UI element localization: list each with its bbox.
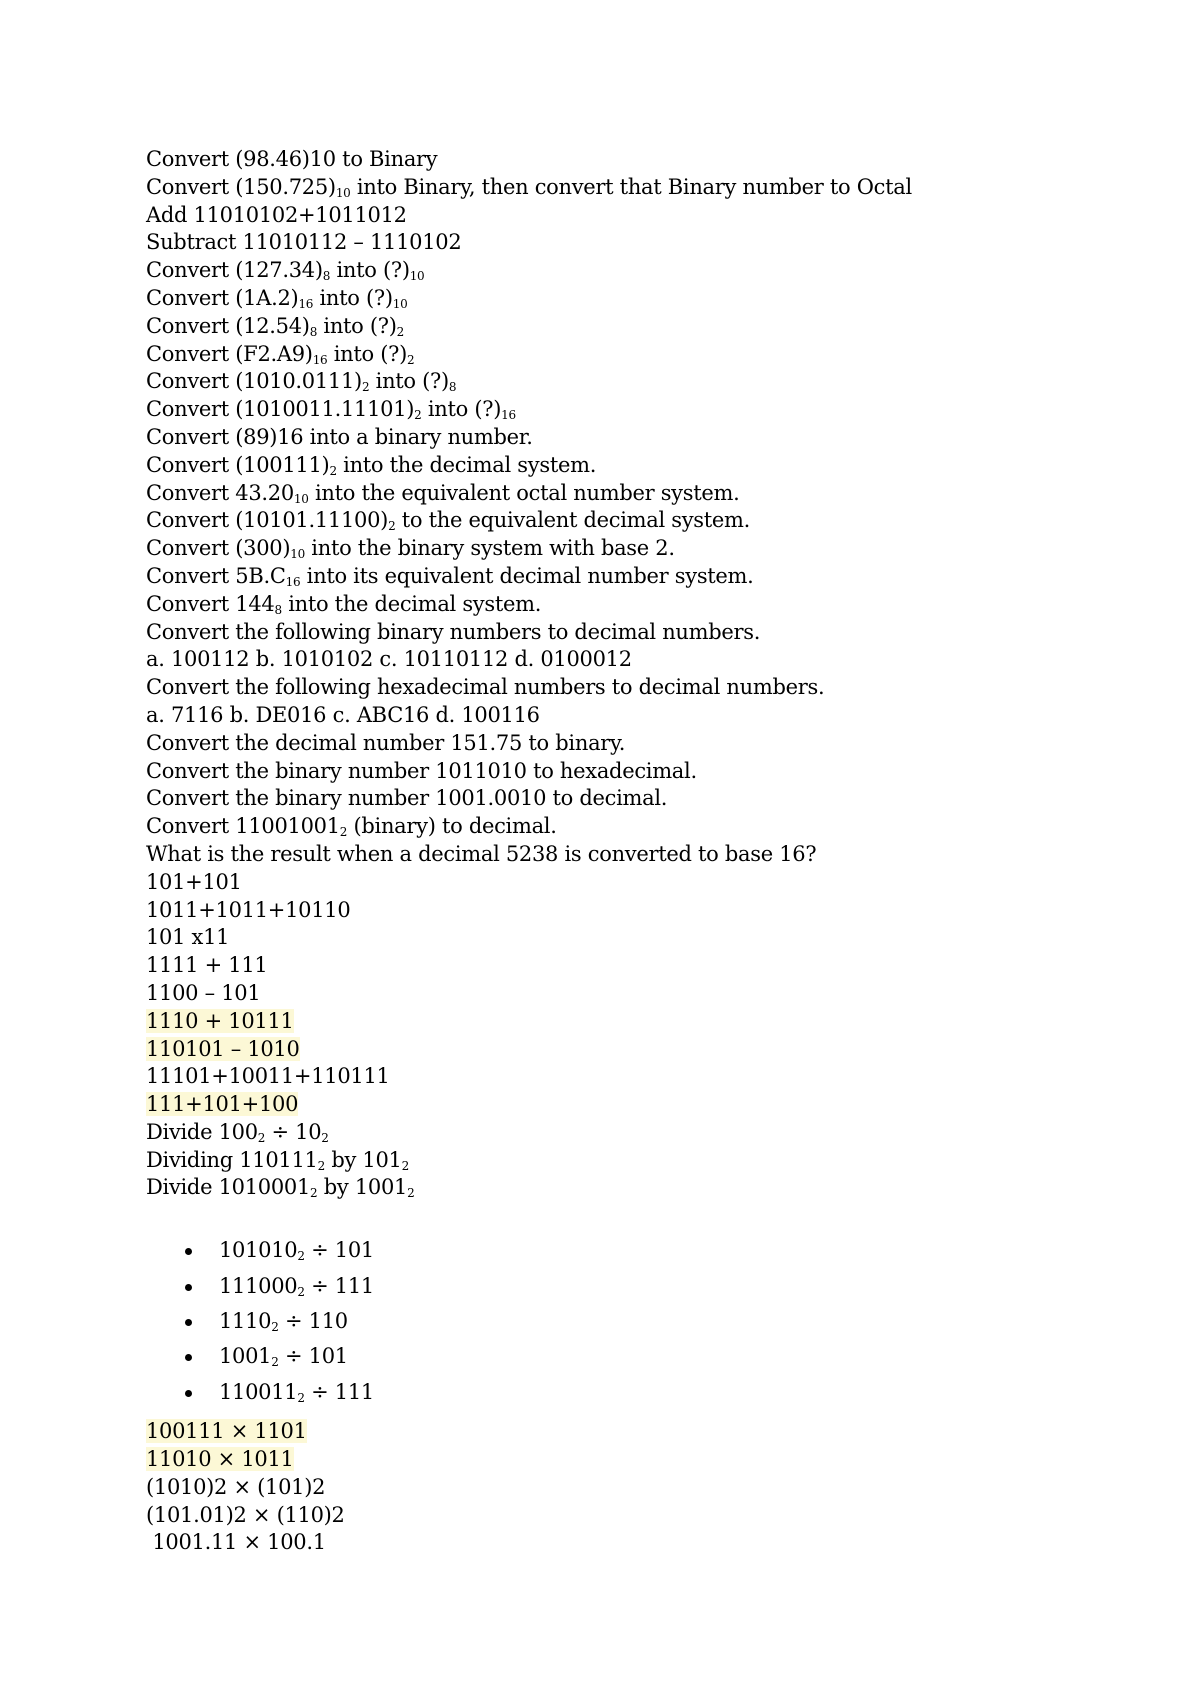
subscript-base: 2 [401, 1158, 409, 1173]
line-text: Convert (150.725) [146, 174, 336, 199]
line-text: into (?) [317, 313, 397, 338]
line-text: into (?) [421, 397, 502, 422]
line-text: (101.01)2 × (110)2 [146, 1502, 345, 1527]
exercise-line [146, 1418, 1146, 1446]
exercise-line [146, 563, 1146, 591]
line-text: Convert the binary number 1001.0010 to decimal. [146, 786, 668, 811]
line-text: 1110 [219, 1309, 272, 1334]
exercise-line [146, 1502, 1146, 1530]
exercise-line [146, 897, 1146, 925]
subscript-base: 2 [297, 1284, 305, 1299]
subscript-base: 10 [409, 269, 425, 284]
exercise-lines [146, 146, 1146, 1202]
exercise-line [146, 1063, 1146, 1091]
line-text: What is the result when a decimal 5238 is converted to base 16? [146, 841, 817, 866]
subscript-base: 2 [271, 1355, 279, 1370]
multiplication-lines [146, 1418, 1146, 1557]
exercise-line [146, 1174, 1146, 1202]
subscript-base: 16 [285, 574, 301, 589]
exercise-line [146, 591, 1146, 619]
exercise-line [146, 229, 1146, 257]
subscript-base: 2 [297, 1390, 305, 1405]
subscript-base: 16 [501, 408, 516, 423]
exercise-line [146, 841, 1146, 869]
line-text: Convert 144 [146, 591, 275, 616]
line-text: Convert 5B.C [146, 563, 286, 588]
exercise-line [146, 424, 1146, 452]
subscript-base: 2 [407, 352, 415, 367]
highlighted-text: 111+101+100 [146, 1092, 299, 1117]
highlighted-text: 1110 + 10111 [146, 1008, 294, 1033]
line-text: 1011+1011+10110 [146, 897, 351, 922]
exercise-line [146, 730, 1146, 758]
division-bullet-list [146, 1233, 1146, 1410]
highlighted-text: 110101 – 1010 [146, 1036, 300, 1061]
exercise-line [146, 368, 1146, 396]
exercise-line [146, 257, 1146, 285]
exercise-line [146, 646, 1146, 674]
line-text: a. 7116 b. DE016 c. ABC16 d. 100116 [146, 702, 540, 727]
exercise-line [146, 452, 1146, 480]
line-text: 1100 – 101 [146, 980, 261, 1005]
bullet-item [146, 1304, 1146, 1339]
line-text: Convert (100111) [146, 452, 330, 477]
exercise-line [146, 813, 1146, 841]
line-text: 101 x11 [146, 925, 230, 950]
line-text: Convert (12.54) [146, 313, 310, 338]
exercise-line [146, 758, 1146, 786]
exercise-line [146, 1529, 1146, 1557]
line-text: 110011 [219, 1379, 298, 1404]
subscript-base: 2 [414, 408, 422, 423]
exercise-line [146, 1036, 1146, 1064]
subscript-base: 10 [392, 296, 408, 311]
line-text: Convert (300) [146, 536, 291, 561]
subscript-base: 8 [448, 380, 457, 395]
line-text: Convert 43.20 [146, 480, 294, 505]
exercise-line [146, 619, 1146, 647]
subscript-base: 2 [329, 463, 337, 478]
line-text: into (?) [313, 285, 393, 310]
subscript-base: 10 [293, 491, 309, 506]
exercise-line [146, 146, 1146, 174]
subscript-base: 8 [309, 324, 318, 339]
line-text: ÷ 101 [278, 1344, 348, 1369]
line-text: Convert the following hexadecimal numbers to decimal numbers. [146, 675, 825, 700]
line-text: Convert (1A.2) [146, 285, 299, 310]
exercise-line [146, 202, 1146, 230]
bullet-item [146, 1269, 1146, 1304]
exercise-line [146, 785, 1146, 813]
subscript-base: 2 [321, 1130, 329, 1145]
bullet-item [146, 1375, 1146, 1410]
bullet-icon [185, 1284, 192, 1291]
exercise-line [146, 702, 1146, 730]
line-text: ÷ 101 [304, 1238, 374, 1263]
line-text: 1001 [219, 1344, 272, 1369]
line-text: into the decimal system. [281, 591, 542, 616]
subscript-base: 8 [322, 269, 331, 284]
line-text: by 101 [324, 1147, 402, 1172]
line-text: Convert (1010.0111) [146, 369, 362, 394]
line-text: Subtract 11010112 – 1110102 [146, 230, 462, 255]
line-text: Convert (10101.11100) [146, 508, 389, 533]
line-text: Convert (127.34) [146, 258, 323, 283]
exercise-line [146, 535, 1146, 563]
subscript-base: 2 [388, 519, 396, 534]
line-text: into (?) [330, 258, 410, 283]
exercise-line [146, 1119, 1146, 1147]
subscript-base: 2 [361, 380, 370, 395]
line-text: into (?) [327, 341, 407, 366]
exercise-line [146, 396, 1146, 424]
subscript-base: 2 [407, 1186, 415, 1201]
line-text: 1111 + 111 [146, 953, 268, 978]
subscript-base: 16 [298, 296, 314, 311]
exercise-line [146, 341, 1146, 369]
subscript-base: 2 [271, 1320, 279, 1335]
line-text: into (?) [369, 369, 449, 394]
line-text: (binary) to decimal. [347, 814, 557, 839]
subscript-base: 10 [335, 185, 351, 200]
line-text: into the binary system with base 2. [304, 536, 675, 561]
line-text: Convert the decimal number 151.75 to binary. [146, 730, 626, 755]
line-text: into its equivalent decimal number system. [300, 563, 754, 588]
line-text: into the decimal system. [336, 452, 597, 477]
line-text: ÷ 110 [278, 1309, 348, 1334]
highlighted-text: 11010 × 1011 [146, 1447, 294, 1472]
exercise-line [146, 1091, 1146, 1119]
line-text: Convert the binary number 1011010 to hexadecimal. [146, 758, 697, 783]
exercise-line [146, 1446, 1146, 1474]
line-text: Divide 1010001 [146, 1175, 311, 1200]
line-text: Dividing 110111 [146, 1147, 318, 1172]
exercise-line [146, 1008, 1146, 1036]
exercise-line [146, 507, 1146, 535]
exercise-line [146, 480, 1146, 508]
exercise-line [146, 174, 1146, 202]
line-text: into the equivalent octal number system. [308, 480, 740, 505]
subscript-base: 2 [317, 1158, 325, 1173]
subscript-base: 8 [274, 602, 282, 617]
exercise-line [146, 1147, 1146, 1175]
line-text: Convert 11001001 [146, 814, 340, 839]
line-text: Convert the following binary numbers to decimal numbers. [146, 619, 761, 644]
line-text: by 1001 [317, 1175, 408, 1200]
line-text: (1010)2 × (101)2 [146, 1474, 326, 1499]
bullet-item [146, 1233, 1146, 1268]
line-text: Convert (89)16 into a binary number. [146, 424, 533, 449]
line-text: ÷ 111 [304, 1379, 374, 1404]
line-text: a. 100112 b. 1010102 c. 10110112 d. 0100012 [146, 647, 632, 672]
exercise-line [146, 869, 1146, 897]
line-text: Convert (F2.A9) [146, 341, 313, 366]
line-text: Convert (1010011.11101) [146, 397, 415, 422]
line-text: 11101+10011+110111 [146, 1064, 390, 1089]
line-text: ÷ 10 [265, 1119, 322, 1144]
line-text: 111000 [219, 1273, 298, 1298]
exercise-list [146, 146, 1146, 1557]
exercise-line [146, 980, 1146, 1008]
line-text: to the equivalent decimal system. [395, 508, 751, 533]
exercise-line [146, 1474, 1146, 1502]
line-text: 101+101 [146, 869, 242, 894]
exercise-line [146, 313, 1146, 341]
bullet-icon [185, 1319, 192, 1326]
exercise-line [146, 285, 1146, 313]
line-text: 101010 [219, 1238, 298, 1263]
bullet-item [146, 1339, 1146, 1374]
bullet-icon [185, 1248, 192, 1255]
exercise-line [146, 674, 1146, 702]
subscript-base: 2 [297, 1249, 305, 1264]
bullet-icon [185, 1390, 192, 1397]
line-text: into Binary, then convert that Binary number to Octal [350, 174, 912, 199]
line-text: Convert (98.46)10 to Binary [146, 147, 438, 171]
line-text: 1001.11 × 100.1 [146, 1530, 326, 1555]
exercise-line [146, 924, 1146, 952]
line-text: Add 11010102+1011012 [146, 202, 407, 227]
highlighted-text: 100111 × 1101 [146, 1419, 307, 1444]
subscript-base: 2 [310, 1186, 318, 1201]
subscript-base: 2 [257, 1130, 266, 1145]
subscript-base: 2 [396, 324, 404, 339]
exercise-line [146, 952, 1146, 980]
line-text: Divide 100 [146, 1119, 258, 1144]
line-text: ÷ 111 [304, 1273, 374, 1298]
bullet-icon [185, 1354, 192, 1361]
subscript-base: 10 [290, 547, 305, 562]
subscript-base: 16 [312, 352, 328, 367]
subscript-base: 2 [339, 825, 348, 840]
